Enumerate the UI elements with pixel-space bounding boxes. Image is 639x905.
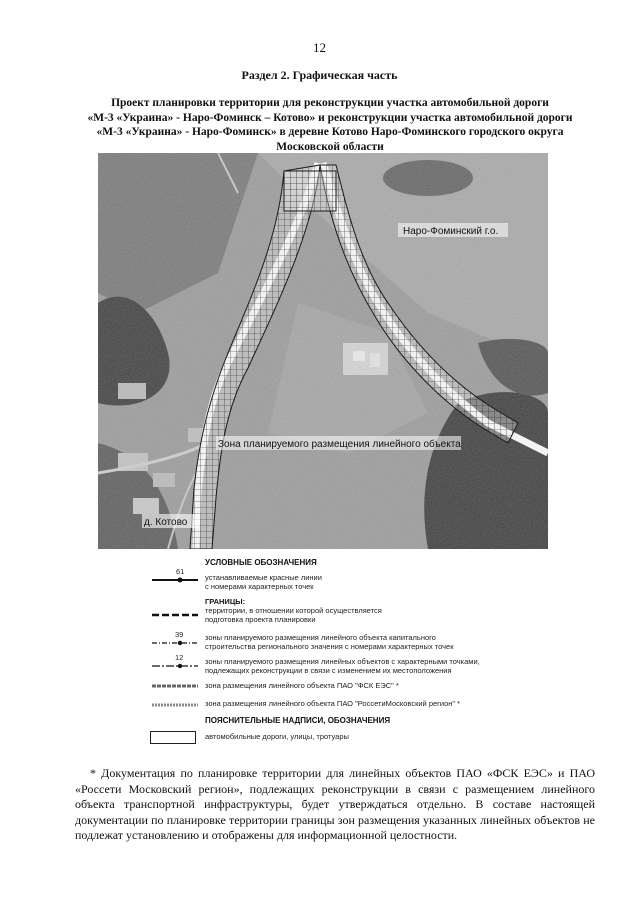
legend-heading-borders: ГРАНИЦЫ: (205, 597, 246, 606)
legend-symbol-roads (150, 731, 196, 744)
project-title-line: Московской области (276, 140, 384, 153)
project-title-line: «М-3 «Украина» - Наро-Фоминск – Котово» и реконструкции участка автомобильной дороги (87, 111, 573, 124)
legend-item-territory: территории, в отношении которой осуществляется подготовка проекта планировки (205, 606, 382, 624)
svg-text:Зона планируемого размещения л: Зона планируемого размещения линейного объекта (218, 439, 461, 450)
legend-item-roads: автомобильные дороги, улицы, тротуары (205, 732, 349, 741)
legend-symbol-fsk-zone (150, 682, 200, 690)
legend-item-capital: зоны планируемого размещения линейного объекта капитального строительства регионального значения с номерами характерных точек (205, 633, 454, 651)
svg-text:Наро-Фоминский г.о.: Наро-Фоминский г.о. (403, 226, 499, 237)
svg-text:д. Котово: д. Котово (144, 517, 188, 528)
legend-heading-notes: ПОЯСНИТЕЛЬНЫЕ НАДПИСИ, ОБОЗНАЧЕНИЯ (205, 716, 391, 725)
legend-heading: УСЛОВНЫЕ ОБОЗНАЧЕНИЯ (205, 558, 317, 567)
project-title-line: «М-3 «Украина» - Наро-Фоминск» в деревне Котово Наро-Фоминского городского округа (96, 126, 564, 138)
legend-item-red-lines: устанавливаемые красные линии с номерами характерных точек (205, 573, 322, 591)
page-number: 12 (313, 40, 326, 55)
legend-number: 61 (176, 567, 185, 576)
map-label-zone (216, 436, 461, 450)
project-title (40, 96, 620, 154)
legend-item-reconstruction: зоны планируемого размещения линейных объектов с характерными точками, подлежащих реконструкции в связи с изменением их местоположения (205, 657, 480, 675)
footnote-text: * Документация по планировке территории для линейных объектов ПАО «ФСК ЕЭС» и ПАО «Россети Московский регион», подлежащих реконструкции в связи с размещением линейного объекта транспортной инфраструктуры, будет утверждаться отдельно. В составе настоящей документации по планировке территории границы зон размещения указанных линейных объектов не подлежат установлению и отображены для информационной целостности. (75, 766, 595, 842)
satellite-map (98, 153, 548, 549)
legend-symbol-rosseti-zone (150, 701, 200, 709)
legend-number: 12 (175, 653, 184, 662)
legend-symbol-red-lines (150, 570, 200, 584)
legend-symbol-territory (150, 611, 200, 619)
section-title: Раздел 2. Графическая часть (241, 68, 398, 82)
legend-item-fsk: зона размещения линейного объекта ПАО "ФСК ЕЭС" * (205, 681, 399, 690)
footnote (75, 766, 595, 844)
project-title-line: Проект планировки территории для реконструкции участка автомобильной дороги (111, 97, 549, 109)
legend-number: 39 (175, 630, 184, 639)
map-label-village (142, 514, 200, 528)
legend-item-rosseti: зона размещения линейного объекта ПАО "РоссетиМосковский регион" * (205, 699, 461, 708)
map-label-district (398, 223, 508, 237)
